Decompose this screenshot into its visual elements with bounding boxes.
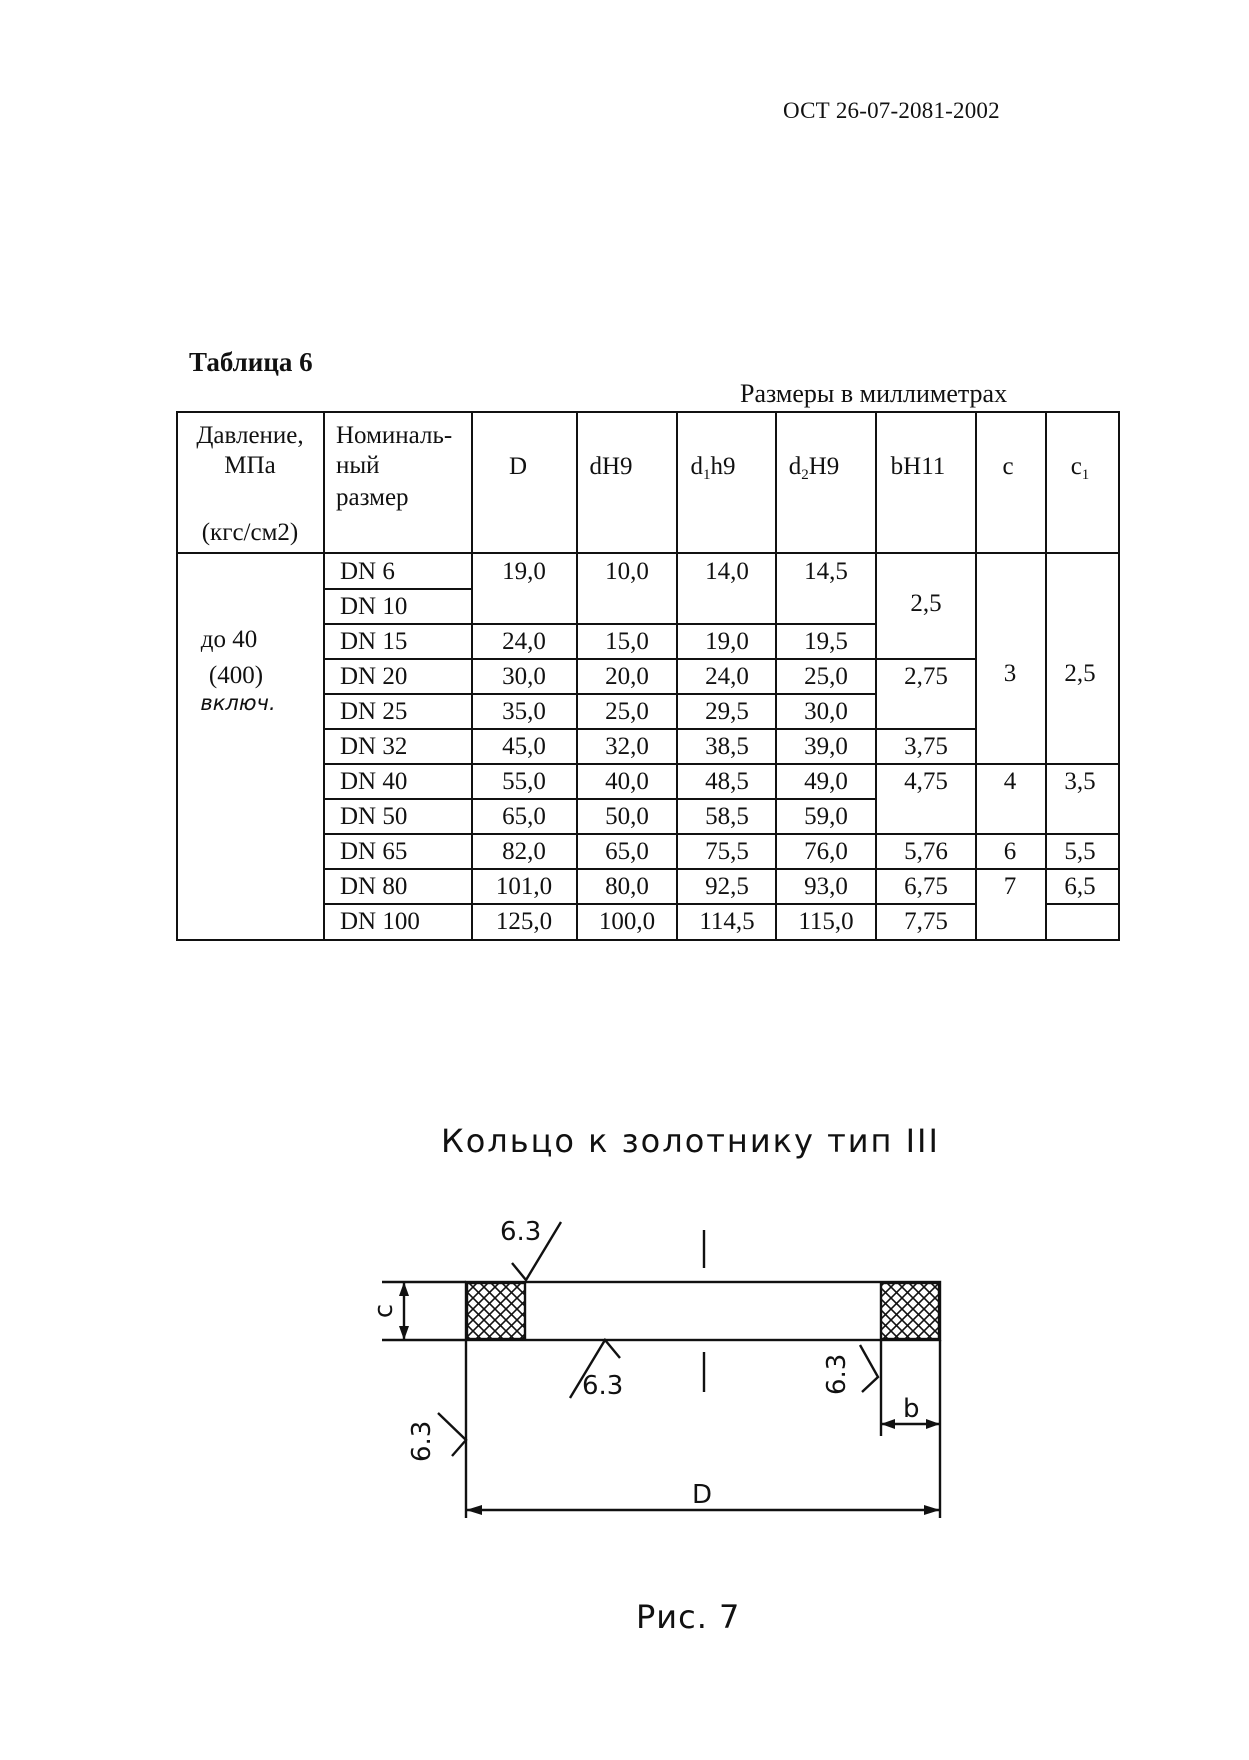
header-c: c — [1002, 453, 1014, 480]
dim-D-label: D — [691, 1480, 713, 1510]
D-cell: 125,0 — [495, 908, 553, 935]
bH11-cell: 5,76 — [904, 838, 948, 865]
dH9-cell: 65,0 — [605, 838, 649, 865]
D-cell: 101,0 — [495, 873, 553, 900]
dH9-cell: 20,0 — [605, 663, 649, 690]
header-pressure-line1: Давление, — [196, 422, 304, 449]
bH11-cell: 2,5 — [910, 590, 942, 617]
document-code: ОСТ 26-07-2081-2002 — [783, 98, 1000, 123]
d2H9-cell: 30,0 — [804, 698, 848, 725]
bH11-cell: 2,75 — [904, 663, 948, 690]
dH9-cell: 15,0 — [605, 628, 649, 655]
pressure-value-line3: включ. — [200, 691, 276, 715]
roughness-mark-right — [860, 1345, 878, 1392]
d2H9-cell: 115,0 — [798, 908, 854, 935]
D-cell: 30,0 — [502, 663, 546, 690]
header-d2H9: $d_2H9$ — [788, 453, 840, 483]
roughness-left-label: 6.3 — [407, 1420, 437, 1462]
d2H9-cell: 93,0 — [804, 873, 848, 900]
c1-cell: 2,5 — [1064, 660, 1096, 687]
D-cell: 82,0 — [502, 838, 546, 865]
header-D: D — [508, 453, 528, 480]
dH9-cell: 40,0 — [605, 768, 649, 795]
figure-title: Кольцо к золотнику тип III — [441, 1122, 940, 1160]
dn-cell: DN 65 — [340, 838, 408, 865]
D-cell: 24,0 — [502, 628, 546, 655]
table-title: Таблица 6 — [189, 347, 313, 377]
dn-cell: DN 20 — [340, 663, 408, 690]
roughness-top-label: 6.3 — [500, 1217, 542, 1247]
D-cell: 19,0 — [502, 558, 546, 585]
c-cell: 6 — [1003, 838, 1017, 865]
c1-cell: 5,5 — [1064, 838, 1096, 865]
d1h9-cell: 38,5 — [705, 733, 749, 760]
d2H9-cell: 49,0 — [804, 768, 848, 795]
d1h9-cell: 19,0 — [705, 628, 749, 655]
d2H9-cell: 76,0 — [804, 838, 848, 865]
d1h9-cell: 29,5 — [705, 698, 749, 725]
roughness-right-label: 6.3 — [822, 1353, 852, 1395]
header-nominal-line1: Номиналь- — [336, 422, 453, 449]
dH9-cell: 25,0 — [605, 698, 649, 725]
header-d1h9: $d_1h9$ — [690, 453, 736, 483]
dn-cell: DN 40 — [340, 768, 408, 795]
d1h9-cell: 58,5 — [705, 803, 749, 830]
d1h9-cell: 14,0 — [705, 558, 749, 585]
header-pressure-line3: (кгс/см2) — [201, 519, 299, 546]
d1h9-cell: 114,5 — [699, 908, 755, 935]
c1-cell: 6,5 — [1064, 873, 1096, 900]
dH9-cell: 80,0 — [605, 873, 649, 900]
ring-outline — [466, 1282, 940, 1340]
d2H9-cell: 19,5 — [804, 628, 848, 655]
dH9-cell: 100,0 — [598, 908, 656, 935]
d2H9-cell: 14,5 — [804, 558, 848, 585]
c1-cell: 3,5 — [1064, 768, 1096, 795]
d1h9-cell: 75,5 — [705, 838, 749, 865]
units-note: Размеры в миллиметрах — [740, 379, 1008, 408]
d2H9-cell: 39,0 — [804, 733, 848, 760]
dn-cell: DN 10 — [340, 593, 408, 620]
d2H9-cell: 59,0 — [804, 803, 848, 830]
left-section-hatch — [467, 1283, 525, 1339]
right-section-hatch — [881, 1283, 939, 1339]
D-cell: 65,0 — [502, 803, 546, 830]
pressure-value-line1: до 40 — [200, 626, 258, 653]
dH9-cell: 32,0 — [605, 733, 649, 760]
bH11-cell: 6,75 — [904, 873, 948, 900]
d1h9-cell: 24,0 — [705, 663, 749, 690]
d1h9-cell: 92,5 — [705, 873, 749, 900]
dim-b-label: b — [903, 1394, 920, 1424]
dn-cell: DN 15 — [340, 628, 408, 655]
roughness-bottom-label: 6.3 — [582, 1371, 624, 1401]
dH9-cell: 10,0 — [605, 558, 649, 585]
d1h9-cell: 48,5 — [705, 768, 749, 795]
roughness-mark-left — [438, 1413, 466, 1456]
dn-cell: DN 100 — [340, 908, 420, 935]
bH11-cell: 4,75 — [904, 768, 948, 795]
D-cell: 45,0 — [502, 733, 546, 760]
dn-cell: DN 6 — [340, 558, 395, 585]
c-cell: 7 — [1003, 873, 1017, 900]
D-cell: 55,0 — [502, 768, 546, 795]
bH11-cell: 3,75 — [904, 733, 948, 760]
c-cell: 4 — [1003, 768, 1017, 795]
bH11-cell: 7,75 — [904, 908, 948, 935]
header-pressure-line2: МПа — [224, 452, 276, 479]
header-nominal-line3: размер — [336, 484, 409, 511]
dn-cell: DN 25 — [340, 698, 408, 725]
figure-caption: Рис. 7 — [636, 1598, 741, 1636]
pressure-value-line2: (400) — [208, 662, 264, 689]
dH9-cell: 50,0 — [605, 803, 649, 830]
d2H9-cell: 25,0 — [804, 663, 848, 690]
header-dH9: dH9 — [589, 453, 633, 480]
dn-cell: DN 80 — [340, 873, 408, 900]
header-c1: $c_1$ — [1070, 453, 1090, 483]
dim-c-label: c — [369, 1303, 399, 1319]
dn-cell: DN 50 — [340, 803, 408, 830]
c-cell: 3 — [1003, 660, 1017, 687]
dn-cell: DN 32 — [340, 733, 408, 760]
header-bH11: bH11 — [890, 453, 946, 480]
header-nominal-line2: ный — [336, 452, 380, 479]
D-cell: 35,0 — [502, 698, 546, 725]
